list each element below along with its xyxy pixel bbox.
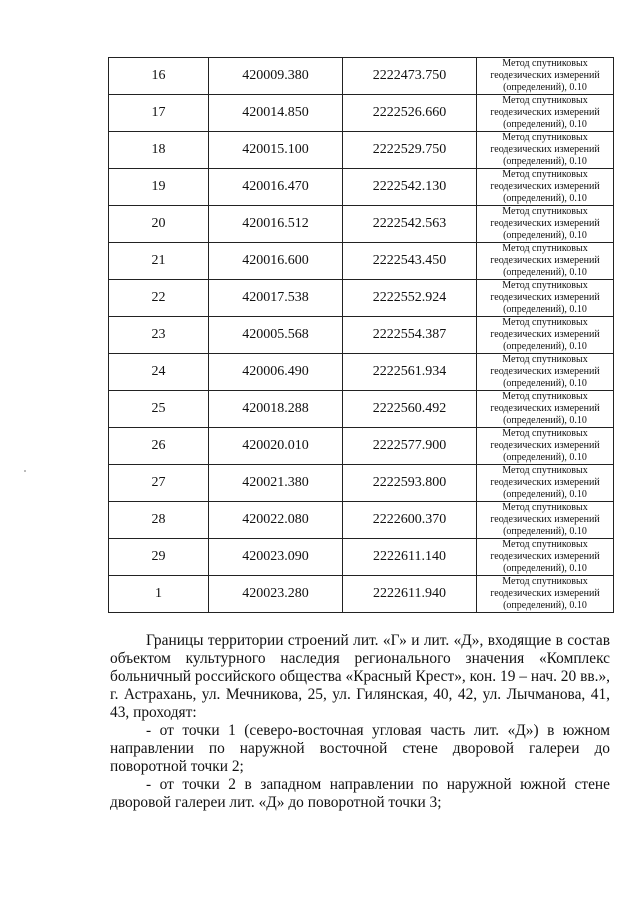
method-cell — [477, 280, 614, 317]
point-number-cell: 26 — [109, 428, 209, 465]
y-coordinate-cell: 2222542.130 — [343, 169, 477, 206]
y-coordinate-cell: 2222529.750 — [343, 132, 477, 169]
point-number-cell: 1 — [109, 576, 209, 613]
y-coordinate-cell: 2222561.934 — [343, 354, 477, 391]
method-text-line: Метод спутниковых — [502, 539, 588, 550]
method-cell — [477, 206, 614, 243]
method-text-line: геодезических измерений — [490, 255, 600, 266]
point-number-cell: 19 — [109, 169, 209, 206]
method-text-line: (определений), 0.10 — [503, 378, 587, 389]
point-number-cell: 24 — [109, 354, 209, 391]
table-row — [109, 391, 614, 428]
method-text-line: (определений), 0.10 — [503, 341, 587, 352]
x-coordinate-cell: 420005.568 — [209, 317, 343, 354]
table-row — [109, 206, 614, 243]
y-coordinate-cell: 2222611.940 — [343, 576, 477, 613]
method-text-line: геодезических измерений — [490, 329, 600, 340]
table-row — [109, 465, 614, 502]
method-text-line: (определений), 0.10 — [503, 489, 587, 500]
method-text-line: Метод спутниковых — [502, 206, 588, 217]
x-coordinate-cell: 420018.288 — [209, 391, 343, 428]
method-text-line: Метод спутниковых — [502, 465, 588, 476]
table-row — [109, 169, 614, 206]
y-coordinate-cell: 2222526.660 — [343, 95, 477, 132]
method-text-line: Метод спутниковых — [502, 502, 588, 513]
x-coordinate-cell: 420014.850 — [209, 95, 343, 132]
x-coordinate-cell: 420017.538 — [209, 280, 343, 317]
method-text-line: Метод спутниковых — [502, 280, 588, 291]
point-number-cell: 28 — [109, 502, 209, 539]
method-cell — [477, 243, 614, 280]
method-text-line: (определений), 0.10 — [503, 452, 587, 463]
method-text-line: (определений), 0.10 — [503, 415, 587, 426]
method-text-line: геодезических измерений — [490, 70, 600, 81]
table-row — [109, 502, 614, 539]
method-text-line: Метод спутниковых — [502, 58, 588, 69]
method-cell — [477, 391, 614, 428]
x-coordinate-cell: 420016.600 — [209, 243, 343, 280]
method-cell — [477, 354, 614, 391]
method-text-line: (определений), 0.10 — [503, 563, 587, 574]
method-text-line: геодезических измерений — [490, 440, 600, 451]
method-text-line: (определений), 0.10 — [503, 156, 587, 167]
point-number-cell: 22 — [109, 280, 209, 317]
x-coordinate-cell: 420021.380 — [209, 465, 343, 502]
method-text-line: (определений), 0.10 — [503, 119, 587, 130]
method-cell — [477, 576, 614, 613]
point-number-cell: 20 — [109, 206, 209, 243]
y-coordinate-cell: 2222600.370 — [343, 502, 477, 539]
method-text-line: Метод спутниковых — [502, 243, 588, 254]
method-text-line: геодезических измерений — [490, 403, 600, 414]
method-text-line: (определений), 0.10 — [503, 526, 587, 537]
table-row — [109, 132, 614, 169]
method-text-line: геодезических измерений — [490, 292, 600, 303]
coordinates-table — [108, 57, 614, 613]
method-text-line: геодезических измерений — [490, 514, 600, 525]
boundary-description — [110, 632, 610, 812]
method-text-line: геодезических измерений — [490, 477, 600, 488]
method-text-line: (определений), 0.10 — [503, 193, 587, 204]
method-cell — [477, 132, 614, 169]
y-coordinate-cell: 2222552.924 — [343, 280, 477, 317]
table-row — [109, 58, 614, 95]
point-number-cell: 25 — [109, 391, 209, 428]
table-row — [109, 576, 614, 613]
y-coordinate-cell: 2222473.750 — [343, 58, 477, 95]
method-cell — [477, 95, 614, 132]
method-text-line: Метод спутниковых — [502, 317, 588, 328]
point-number-cell: 27 — [109, 465, 209, 502]
x-coordinate-cell: 420015.100 — [209, 132, 343, 169]
method-text-line: Метод спутниковых — [502, 95, 588, 106]
x-coordinate-cell: 420022.080 — [209, 502, 343, 539]
point-number-cell: 16 — [109, 58, 209, 95]
table-row — [109, 95, 614, 132]
method-cell — [477, 502, 614, 539]
method-text-line: Метод спутниковых — [502, 169, 588, 180]
x-coordinate-cell: 420023.280 — [209, 576, 343, 613]
coordinates-table-body — [109, 58, 614, 613]
method-text-line: геодезических измерений — [490, 218, 600, 229]
method-text-line: геодезических измерений — [490, 107, 600, 118]
method-text-line: Метод спутниковых — [502, 132, 588, 143]
method-text-line: Метод спутниковых — [502, 391, 588, 402]
x-coordinate-cell: 420016.512 — [209, 206, 343, 243]
y-coordinate-cell: 2222543.450 — [343, 243, 477, 280]
method-text-line: Метод спутниковых — [502, 576, 588, 587]
method-text-line: геодезических измерений — [490, 551, 600, 562]
point-number-cell: 17 — [109, 95, 209, 132]
boundary-point-1-paragraph: - от точки 1 (северо-восточная угловая часть лит. «Д») в южном направлении по наружной восточной стене дворовой галереи до поворотной точки 2; — [110, 722, 610, 775]
y-coordinate-cell: 2222577.900 — [343, 428, 477, 465]
x-coordinate-cell: 420009.380 — [209, 58, 343, 95]
table-row — [109, 243, 614, 280]
method-cell — [477, 317, 614, 354]
point-number-cell: 29 — [109, 539, 209, 576]
point-number-cell: 21 — [109, 243, 209, 280]
method-text-line: (определений), 0.10 — [503, 600, 587, 611]
table-row — [109, 280, 614, 317]
point-number-cell: 23 — [109, 317, 209, 354]
method-text-line: (определений), 0.10 — [503, 82, 587, 93]
method-text-line: (определений), 0.10 — [503, 304, 587, 315]
y-coordinate-cell: 2222554.387 — [343, 317, 477, 354]
y-coordinate-cell: 2222542.563 — [343, 206, 477, 243]
method-text-line: (определений), 0.10 — [503, 267, 587, 278]
method-cell — [477, 465, 614, 502]
boundary-intro-paragraph: Границы территории строений лит. «Г» и лит. «Д», входящие в состав объектом культурного наследия регионального значения «Комплекс больничный российского общества «Красный Крест», кон. 19 – нач. 20 вв.», г. Астрахань, ул. Мечникова, 25, ул. Гилянская, 40, 42, ул. Лычманова, 41, 43, проходят: — [110, 632, 610, 721]
method-text-line: геодезических измерений — [490, 181, 600, 192]
method-text-line: геодезических измерений — [490, 588, 600, 599]
method-text-line: (определений), 0.10 — [503, 230, 587, 241]
method-text-line: геодезических измерений — [490, 366, 600, 377]
table-row — [109, 539, 614, 576]
scan-speck — [24, 470, 26, 472]
method-cell — [477, 58, 614, 95]
method-cell — [477, 169, 614, 206]
x-coordinate-cell: 420016.470 — [209, 169, 343, 206]
x-coordinate-cell: 420006.490 — [209, 354, 343, 391]
method-text-line: Метод спутниковых — [502, 354, 588, 365]
table-row — [109, 317, 614, 354]
x-coordinate-cell: 420023.090 — [209, 539, 343, 576]
method-text-line: геодезических измерений — [490, 144, 600, 155]
table-row — [109, 428, 614, 465]
x-coordinate-cell: 420020.010 — [209, 428, 343, 465]
point-number-cell: 18 — [109, 132, 209, 169]
y-coordinate-cell: 2222611.140 — [343, 539, 477, 576]
method-cell — [477, 428, 614, 465]
y-coordinate-cell: 2222560.492 — [343, 391, 477, 428]
method-text-line: Метод спутниковых — [502, 428, 588, 439]
y-coordinate-cell: 2222593.800 — [343, 465, 477, 502]
boundary-point-2-paragraph: - от точки 2 в западном направлении по наружной южной стене дворовой галереи лит. «Д» до поворотной точки 3; — [110, 776, 610, 811]
table-row — [109, 354, 614, 391]
method-cell — [477, 539, 614, 576]
